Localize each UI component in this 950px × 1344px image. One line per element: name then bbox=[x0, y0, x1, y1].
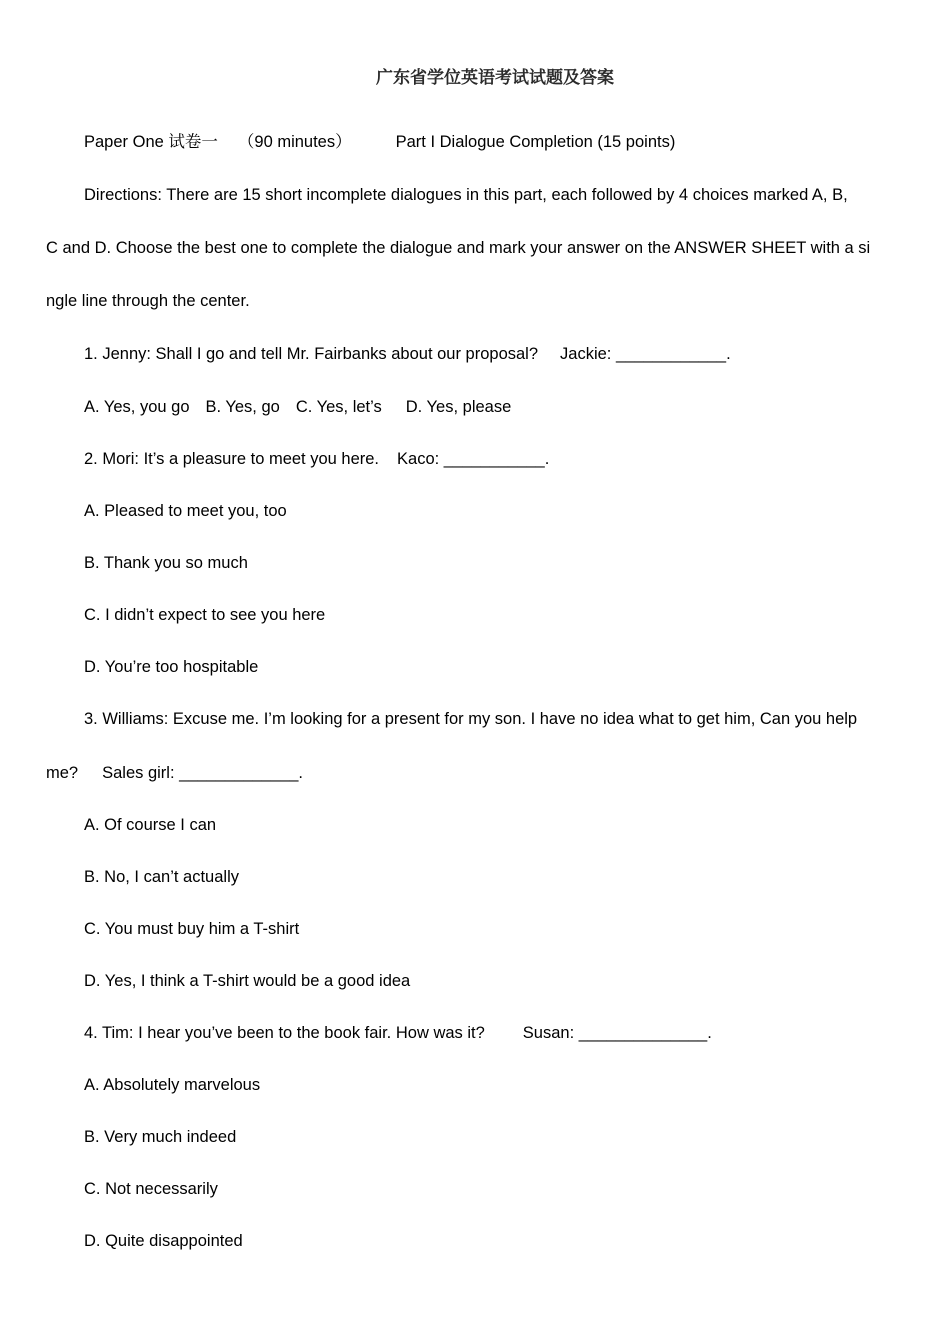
option-d: D. You’re too hospitable bbox=[84, 658, 259, 676]
paper-label: Paper One 试卷一 bbox=[84, 133, 218, 151]
paper-duration: （90 minutes） bbox=[237, 133, 352, 151]
option-c: C. You must buy him a T-shirt bbox=[84, 920, 300, 938]
question-2-response: Kaco: ___________. bbox=[397, 450, 550, 468]
option-a: A. Yes, you go bbox=[84, 398, 190, 416]
option-c: C. I didn’t expect to see you here bbox=[84, 606, 326, 624]
option-c: C. Yes, let’s bbox=[295, 398, 382, 416]
option-a: A. Of course I can bbox=[84, 816, 217, 834]
option-a: A. Absolutely marvelous bbox=[84, 1076, 261, 1094]
question-3-response: Sales girl: _____________. bbox=[102, 764, 304, 782]
option-a: A. Pleased to meet you, too bbox=[84, 502, 287, 520]
directions-line-3: ngle line through the center. bbox=[46, 292, 250, 310]
option-b: B. Thank you so much bbox=[84, 554, 248, 572]
option-d: D. Quite disappointed bbox=[84, 1232, 243, 1250]
question-3-line-2 bbox=[46, 762, 303, 784]
part-title: Part I Dialogue Completion (15 points) bbox=[395, 133, 676, 151]
option-b: B. No, I can’t actually bbox=[84, 868, 239, 886]
question-1 bbox=[84, 343, 731, 365]
question-1-response: Jackie: ____________. bbox=[560, 345, 731, 363]
question-2 bbox=[84, 448, 549, 470]
question-3-line-1: 3. Williams: Excuse me. I’m looking for a present for my son. I have no idea what to get him, Can you help bbox=[84, 710, 858, 728]
option-c: C. Not necessarily bbox=[84, 1180, 218, 1198]
question-4 bbox=[84, 1022, 712, 1044]
option-b: B. Very much indeed bbox=[84, 1128, 237, 1146]
question-4-prompt: 4. Tim: I hear you’ve been to the book fair. How was it? bbox=[84, 1024, 485, 1042]
question-1-options bbox=[84, 396, 511, 418]
question-1-prompt: 1. Jenny: Shall I go and tell Mr. Fairbanks about our proposal? bbox=[84, 345, 539, 363]
document-title: 广东省学位英语考试试题及答案 bbox=[376, 68, 614, 88]
directions-line-2: C and D. Choose the best one to complete the dialogue and mark your answer on the ANSWER SHEET with a si bbox=[46, 239, 871, 257]
question-4-response: Susan: ______________. bbox=[522, 1024, 712, 1042]
option-d: D. Yes, I think a T-shirt would be a good idea bbox=[84, 972, 411, 990]
paper-header bbox=[84, 131, 675, 153]
option-b: B. Yes, go bbox=[205, 398, 280, 416]
question-2-prompt: 2. Mori: It’s a pleasure to meet you here. bbox=[84, 450, 380, 468]
option-d: D. Yes, please bbox=[405, 398, 512, 416]
question-3-continuation: me? bbox=[46, 764, 79, 782]
directions-line-1: Directions: There are 15 short incomplete dialogues in this part, each followed by 4 choices marked A, B, bbox=[84, 186, 848, 204]
